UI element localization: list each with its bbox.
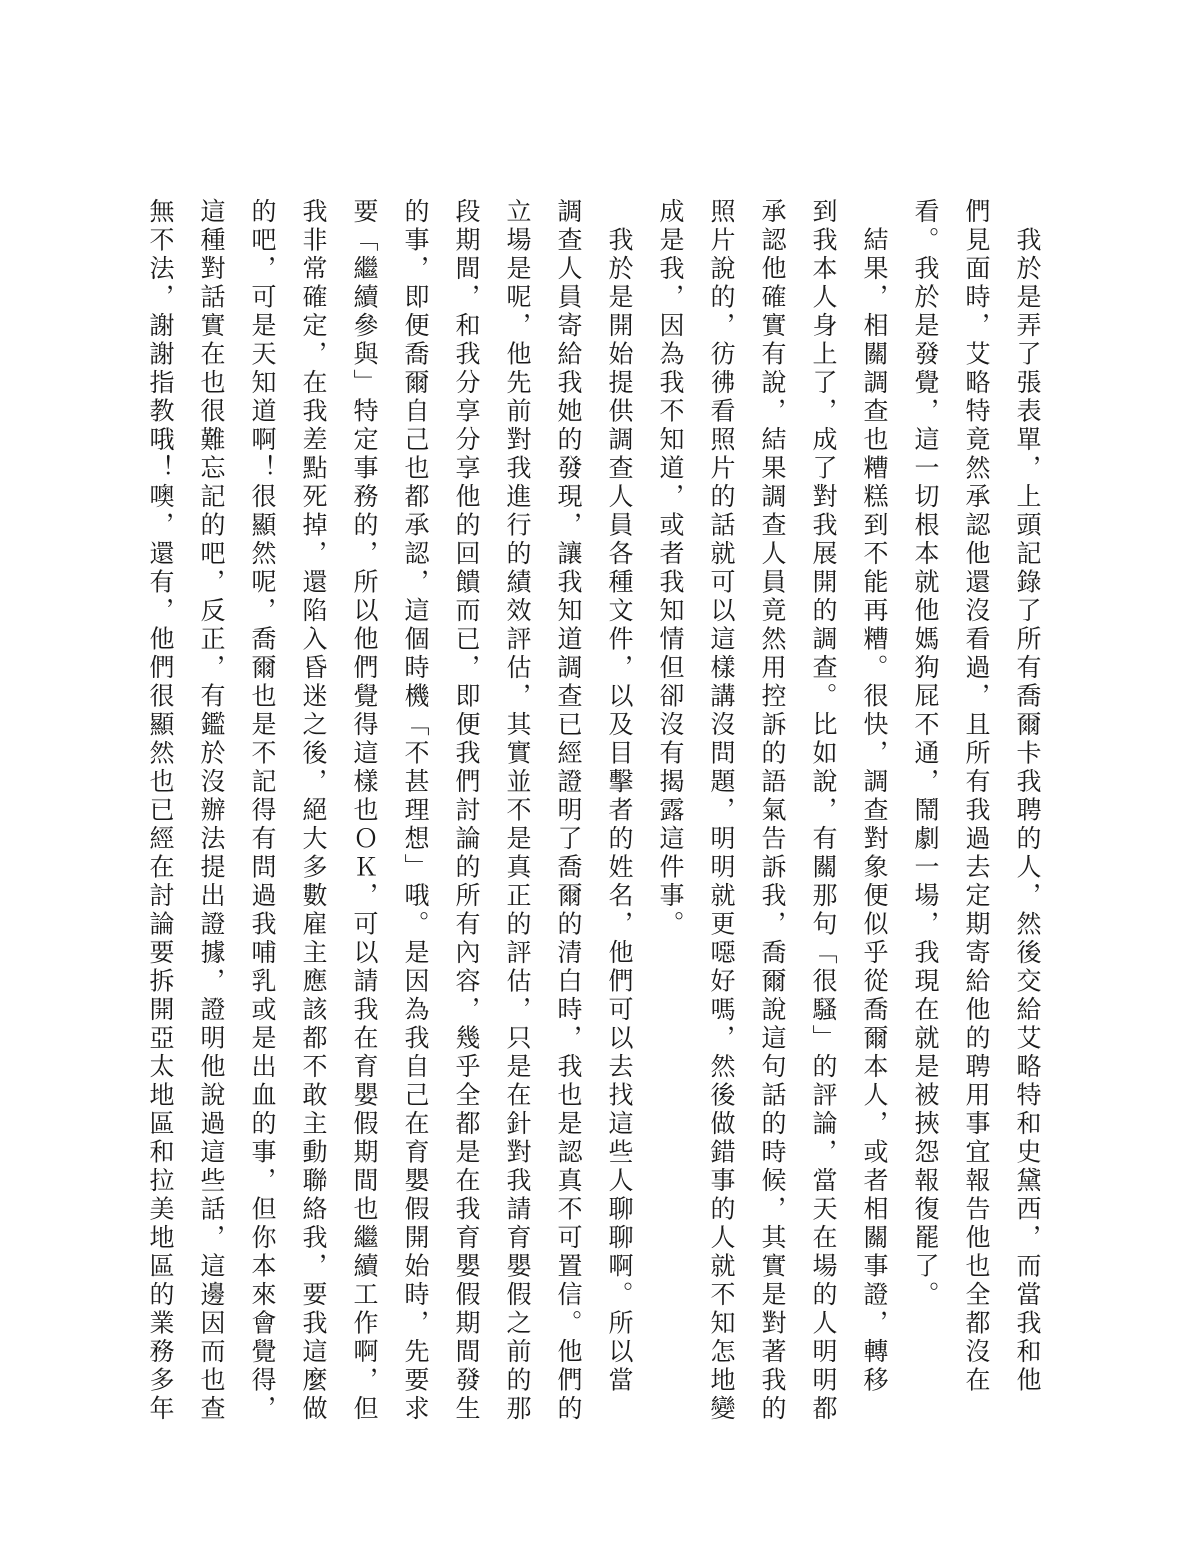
text-column: 承認他確實有說，結果調查人員竟然用控訴的語氣告訴我，喬爾說這句話的時候，其實是對著我的: [758, 198, 787, 1424]
text-column: 調查人員寄給我她的發現，讓我知道調查已經證明了喬爾的清白時，我也是認真不可置信。他們的: [554, 198, 583, 1424]
text-column: 的事，即便喬爾自己也都承認，這個時機「不甚理想」哦。是因為我自己在育嬰假開始時，先要求: [401, 198, 430, 1424]
text-column: 到我本人身上了，成了對我展開的調查。比如說，有關那句「很騷」的評論，當天在場的人明明都: [809, 198, 838, 1424]
text-column: 立場是呢，他先前對我進行的績效評估，其實並不是真正的評估，只是在針對我請育嬰假之前的那: [503, 198, 532, 1424]
text-column: 無不法，謝謝指教哦！噢，還有，他們很顯然也已經在討論要拆開亞太地區和拉美地區的業務多年: [146, 198, 175, 1424]
text-column: 我非常確定，在我差點死掉，還陷入昏迷之後，絕大多數雇主應該都不敢主動聯絡我，要我這麼做: [299, 198, 328, 1424]
text-column: 這種對話實在也很難忘記的吧，反正，有鑑於沒辦法提出證據，證明他說過這些話，這邊因而也查: [197, 198, 226, 1424]
text-column: 照片說的，彷彿看照片的話就可以這樣講沒問題，明明就更噁好嗎，然後做錯事的人就不知怎地變: [707, 198, 736, 1424]
text-column: 我於是弄了張表單，上頭記錄了所有喬爾卡我聘的人，然後交給艾略特和史黛西，而當我和他: [1013, 198, 1042, 1395]
text-column: 要「繼續參與」特定事務的，所以他們覺得這樣也ＯＫ，可以請我在育嬰假期間也繼續工作啊，但: [350, 198, 379, 1424]
text-column: 看。我於是發覺，這一切根本就他媽狗屁不通，鬧劇一場，我現在就是被挾怨報復罷了。: [911, 198, 940, 1310]
text-column: 我於是開始提供調查人員各種文件，以及目擊者的姓名，他們可以去找這些人聊聊啊。所以當: [605, 198, 634, 1395]
text-column: 結果，相關調查也糟糕到不能再糟。很快，調查對象便似乎從喬爾本人，或者相關事證，轉移: [860, 198, 889, 1395]
text-column: 的吧，可是天知道啊！很顯然呢，喬爾也是不記得有問過我哺乳或是出血的事，但你本來會覺得，: [248, 198, 277, 1424]
text-column: 段期間，和我分享分享他的回饋而已，即便我們討論的所有內容，幾乎全都是在我育嬰假期間發生: [452, 198, 481, 1424]
text-column: 們見面時，艾略特竟然承認他還沒看過，且所有我過去定期寄給他的聘用事宜報告他也全都沒在: [962, 198, 991, 1395]
text-column: 成是我，因為我不知道，或者我知情但卻沒有揭露這件事。: [656, 198, 685, 939]
